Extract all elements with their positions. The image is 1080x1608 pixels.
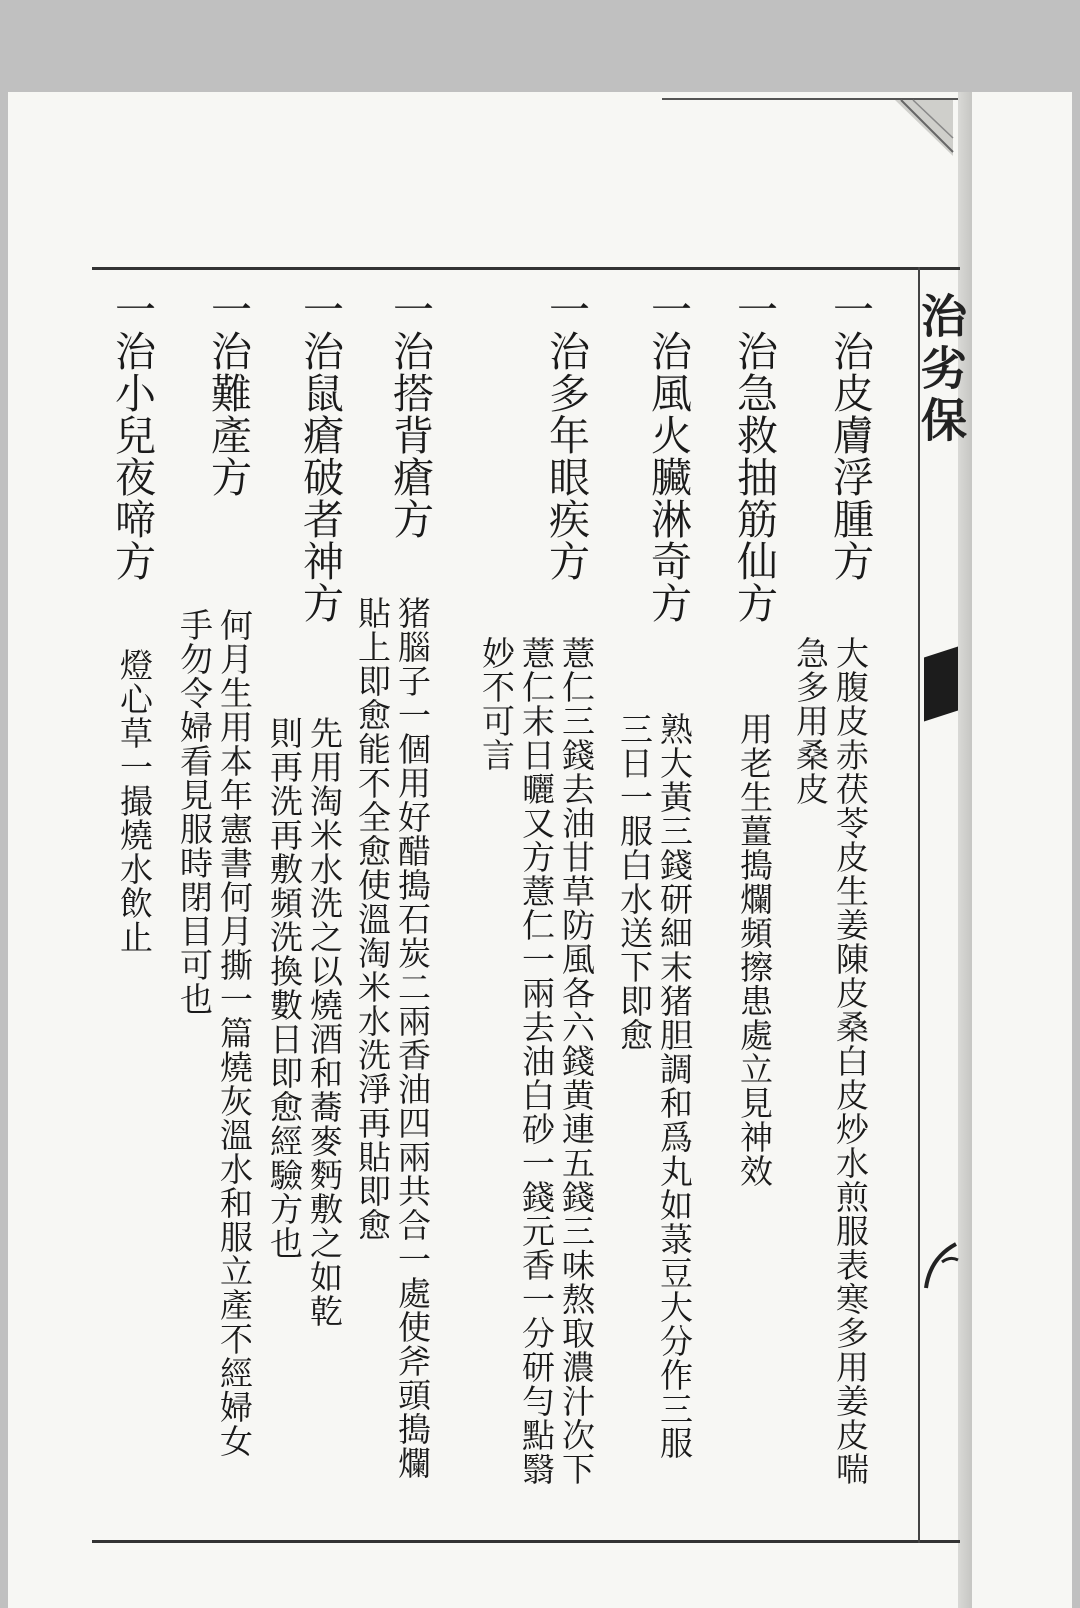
torn-corner-mark [895,98,955,158]
entry-note-7: 何月生用本年憲書何月撕一篇燒灰溫水和服立產不經婦女手勿令婦看見服時閉目可也 [175,608,254,1458]
page-title: 治劣保 [914,292,968,448]
entry-note-8: 燈心草一撮燒水飲止 [115,648,154,954]
entry-heading-7: 一治難產方 [204,288,252,498]
folio-mark-icon [920,1238,962,1294]
entry-heading-1: 一治皮膚浮腫方 [826,288,874,582]
frame-top-rule [92,267,960,270]
entry-heading-5: 一治搭背瘡方 [386,288,434,540]
entry-heading-4: 一治多年眼疾方 [542,288,590,582]
entry-note-5: 猪腦子一個用好醋搗石炭二兩香油四兩共合一處使斧頭搗爛貼上即愈能不全愈使溫淘米水洗淨再貼即愈 [353,596,432,1480]
entry-heading-8: 一治小兒夜啼方 [108,288,156,582]
entry-heading-2: 一治急救抽筋仙方 [730,288,778,624]
entry-note-4: 薏仁三錢去油甘草防風各六錢黄連五錢三味熬取濃汁次下薏仁末日曬又方薏仁一兩去油白砂一錢元香一分研勻點翳妙不可言 [477,636,596,1486]
frame-bottom-rule [92,1540,960,1543]
entry-note-3: 熟大黃三錢研細末猪胆調和爲丸如菉豆大分作三服三日一服白水送下即愈 [615,712,694,1460]
entry-heading-6: 一治鼠瘡破者神方 [296,288,344,624]
entry-note-2: 用老生薑搗爛頻擦患處立見神效 [735,712,774,1188]
entry-note-6: 先用淘米水洗之以燒酒和蕎麥麪敷之如乾則再洗再敷頻洗換數日即愈經驗方也 [265,716,344,1328]
entry-note-1: 大腹皮赤茯苓皮生姜陳皮桑白皮炒水煎服表寒多用姜皮喘急多用桑皮 [791,636,870,1486]
fishtail-mark-icon [924,646,958,721]
entry-heading-3: 一治風火臟淋奇方 [644,288,692,624]
frame-right-rule [918,267,920,1543]
